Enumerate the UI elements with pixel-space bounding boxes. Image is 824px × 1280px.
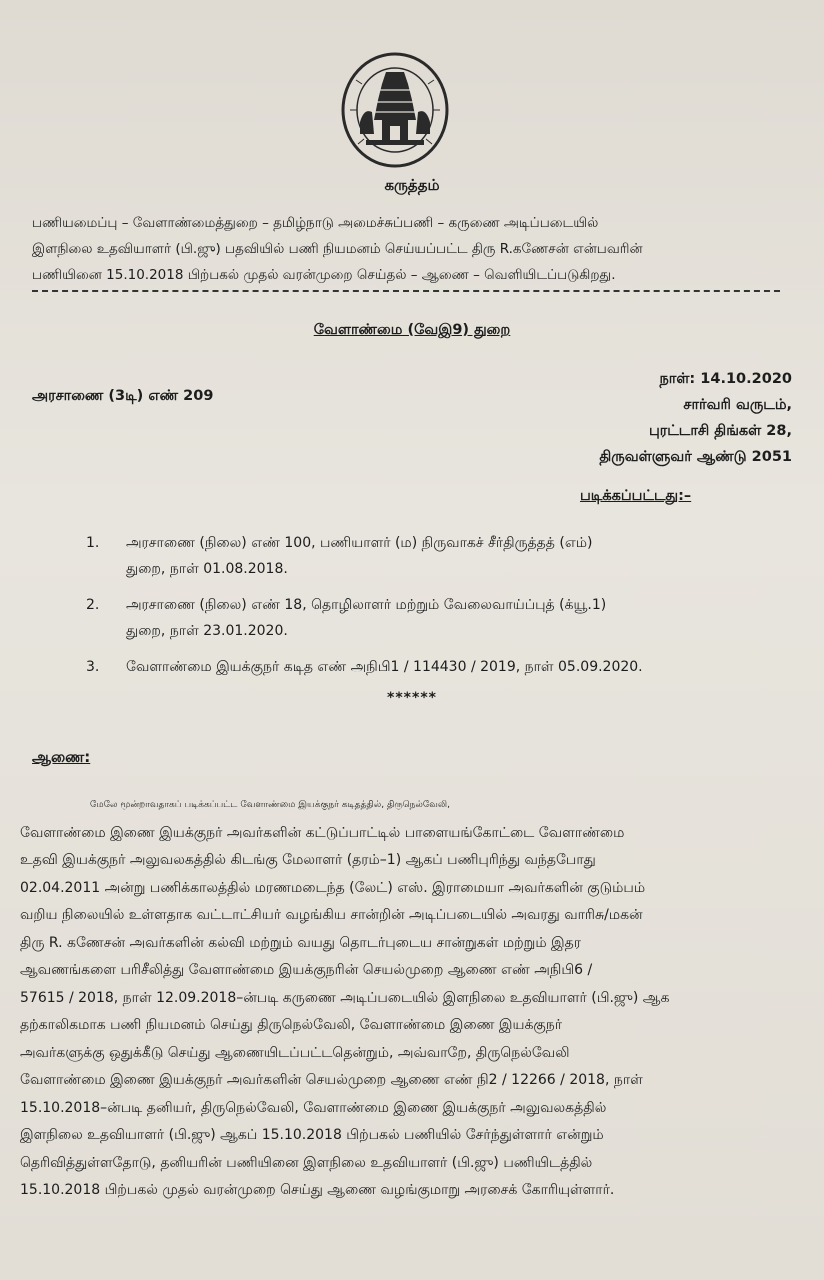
reference-item xyxy=(86,654,786,680)
date-line: சார்வரி வருடம், xyxy=(683,397,792,413)
body-line: தற்காலிகமாக பணி நியமனம் செய்து திருநெல்வேலி, வேளாண்மை இணை இயக்குநர் xyxy=(20,1017,563,1033)
body-line: தெரிவித்துள்ளதோடு, தனியரின் பணியினை இளநிலை உதவியாளர் (பி.ஜு) பணியிடத்தில் xyxy=(20,1154,593,1171)
document-heading: கருத்தம் xyxy=(384,176,440,194)
department-title: வேளாண்மை (வேஇ9) துறை xyxy=(313,322,511,338)
date-block xyxy=(599,366,792,470)
order-body xyxy=(20,792,800,1205)
reference-text: துறை, நாள் 23.01.2020. xyxy=(126,623,288,639)
read-heading: படிக்கப்பட்டது:– xyxy=(580,488,692,504)
body-line: ஆவணங்களை பரிசீலித்து வேளாண்மை இயக்குநரின் செயல்முறை ஆணை எண் அநிபி6 / xyxy=(20,962,593,978)
reference-text: அரசாணை (நிலை) எண் 100, பணியாளர் (ம) நிருவாகச் சீர்திருத்தத் (எம்) xyxy=(126,535,593,551)
go-number: அரசாணை (3டி) எண் 209 xyxy=(32,388,214,404)
subject-block xyxy=(32,210,792,288)
order-heading: ஆணை: xyxy=(32,748,91,766)
separator-line xyxy=(32,290,780,292)
body-line: வேளாண்மை இணை இயக்குநர் அவர்களின் கட்டுப்பாட்டில் பாளையங்கோட்டை வேளாண்மை xyxy=(20,824,625,841)
reference-item xyxy=(86,592,786,644)
subject-line: இளநிலை உதவியாளர் (பி.ஜு) பதவியில் பணி நியமனம் செய்யப்பட்ட திரு R.கணேசன் என்பவரின் xyxy=(32,241,643,257)
subject-line: பணியினை 15.10.2018 பிற்பகல் முதல் வரன்முறை செய்தல் – ஆணை – வெளியிடப்படுகிறது. xyxy=(32,267,616,283)
reference-text: அரசாணை (நிலை) எண் 18, தொழிலாளர் மற்றும் வேலைவாய்ப்புத் (க்யூ.1) xyxy=(126,597,607,613)
stars-separator: ****** xyxy=(387,690,437,706)
reference-text: துறை, நாள் 01.08.2018. xyxy=(126,561,288,577)
reference-list xyxy=(86,530,786,690)
reference-number: 3. xyxy=(86,659,100,675)
reference-text: வேளாண்மை இயக்குநர் கடித எண் அநிபி1 / 114430 / 2019, நாள் 05.09.2020. xyxy=(126,659,643,675)
reference-number: 1. xyxy=(86,535,100,551)
reference-item xyxy=(86,530,786,582)
body-line: அவர்களுக்கு ஒதுக்கீடு செய்து ஆணையிடப்பட்டதென்றும், அவ்வாறே, திருநெல்வேலி xyxy=(20,1044,570,1061)
body-line: இளநிலை உதவியாளர் (பி.ஜு) ஆகப் 15.10.2018 பிற்பகல் பணியில் சேர்ந்துள்ளார் என்றும் xyxy=(20,1127,604,1143)
body-line: 02.04.2011 அன்று பணிக்காலத்தில் மரணமடைந்த (லேட்) எஸ். இராமையா அவர்களின் குடும்பம் xyxy=(20,879,646,896)
date-line: புரட்டாசி திங்கள் 28, xyxy=(648,423,792,439)
body-line: 15.10.2018–ன்படி தனியர், திருநெல்வேலி, வேளாண்மை இணை இயக்குநர் அலுவலகத்தில் xyxy=(20,1099,607,1116)
tamilnadu-emblem-icon xyxy=(336,50,454,174)
reference-number: 2. xyxy=(86,597,100,613)
body-line: 57615 / 2018, நாள் 12.09.2018–ன்படி கருணை அடிப்படையில் இளநிலை உதவியாளர் (பி.ஜு) ஆக xyxy=(20,989,670,1006)
body-line: உதவி இயக்குநர் அலுவலகத்தில் கிடங்கு மேலாளர் (தரம்–1) ஆகப் பணிபுரிந்து வந்தபோது xyxy=(20,852,596,868)
date-line: திருவள்ளுவர் ஆண்டு 2051 xyxy=(599,449,792,465)
body-line: 15.10.2018 பிற்பகல் முதல் வரன்முறை செய்து ஆணை வழங்குமாறு அரசைக் கோரியுள்ளார். xyxy=(20,1182,615,1198)
subject-line: பணியமைப்பு – வேளாண்மைத்துறை – தமிழ்நாடு அமைச்சுப்பணி – கருணை அடிப்படையில் xyxy=(32,215,599,231)
body-line: திரு R. கணேசன் அவர்களின் கல்வி மற்றும் வயது தொடர்புடைய சான்றுகள் மற்றும் இதர xyxy=(20,934,582,951)
body-line: வறிய நிலையில் உள்ளதாக வட்டாட்சியர் வழங்கிய சான்றின் அடிப்படையில் அவரது வாரிசு/மகன் xyxy=(20,907,643,923)
date-line: நாள்: 14.10.2020 xyxy=(659,371,792,387)
body-line: மேலே மூன்றாவதாகப் படிக்கப்பட்ட வேளாண்மை இயக்குநர் கடிதத்தில், திருநெல்வேலி, xyxy=(90,800,450,810)
body-line: வேளாண்மை இணை இயக்குநர் அவர்களின் செயல்முறை ஆணை எண் நி2 / 12266 / 2018, நாள் xyxy=(20,1072,643,1088)
